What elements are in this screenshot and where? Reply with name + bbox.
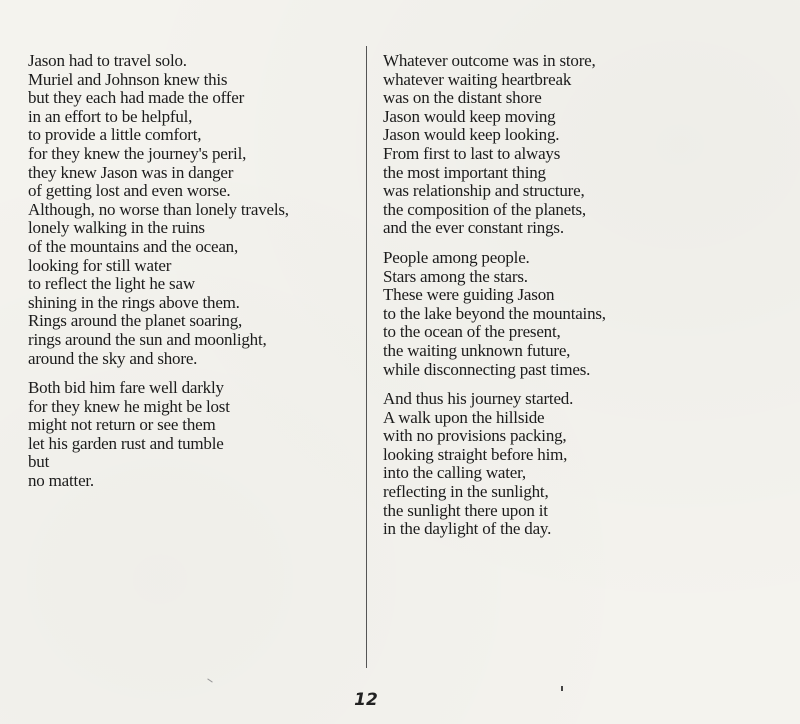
poem-line: A walk upon the hillside (383, 407, 545, 427)
poem-line: let his garden rust and tumble (28, 433, 224, 453)
poem-line: Jason would keep moving (383, 106, 556, 126)
poem-line: might not return or see them (28, 415, 216, 435)
left-poem-column (28, 52, 348, 502)
poem-line: with no provisions packing, (383, 426, 567, 446)
paper-speck (561, 686, 563, 691)
poem-line: was on the distant shore (383, 88, 542, 108)
poem-line: but (28, 452, 50, 472)
poem-line: to the lake beyond the mountains, (383, 303, 606, 323)
stanza (28, 52, 348, 368)
poem-line: Stars among the stars. (383, 266, 528, 286)
poem-line: the most important thing (383, 162, 546, 182)
poem-line: the waiting unknown future, (383, 340, 571, 360)
poem-line: shining in the rings above them. (28, 292, 240, 312)
paper-speck (207, 678, 212, 682)
poem-line: Muriel and Johnson knew this (28, 69, 228, 89)
poem-line: Rings around the planet soaring, (28, 311, 243, 331)
poem-line: And thus his journey started. (383, 389, 574, 409)
poem-line: reflecting in the sunlight, (383, 482, 549, 502)
poem-line: Whatever outcome was in store, (383, 51, 596, 70)
poem-line: Jason had to travel solo. (28, 51, 187, 70)
poem-line: around the sky and shore. (28, 348, 198, 368)
poem-line: was relationship and structure, (383, 181, 585, 201)
stanza (383, 52, 783, 238)
poem-line: of getting lost and even worse. (28, 181, 231, 201)
poem-line: These were guiding Jason (383, 285, 555, 305)
page-number: 12 (354, 690, 378, 710)
poem-line: the composition of the planets, (383, 199, 586, 219)
column-divider (366, 46, 367, 668)
poem-line: whatever waiting heartbreak (383, 69, 572, 89)
stanza (28, 379, 348, 491)
poem-line: Jason would keep looking. (383, 125, 560, 145)
poem-line: Both bid him fare well darkly (28, 378, 224, 398)
poem-line: looking for still water (28, 255, 172, 275)
stanza (383, 249, 783, 379)
poem-line: they knew Jason was in danger (28, 162, 234, 182)
poem-line: but they each had made the offer (28, 88, 245, 108)
poem-line: to the ocean of the present, (383, 322, 561, 342)
poem-line: looking straight before him, (383, 444, 568, 464)
right-poem-column (383, 52, 783, 550)
poem-line: Although, no worse than lonely travels, (28, 199, 289, 219)
poem-line: to provide a little comfort, (28, 125, 202, 145)
poem-line: lonely walking in the ruins (28, 218, 205, 238)
stanza (383, 390, 783, 539)
poem-line: in an effort to be helpful, (28, 106, 193, 126)
poem-line: the sunlight there upon it (383, 500, 548, 520)
poem-line: no matter. (28, 471, 94, 491)
poem-line: and the ever constant rings. (383, 218, 564, 238)
poem-line: People among people. (383, 247, 530, 267)
poem-line: of the mountains and the ocean, (28, 236, 239, 256)
poem-line: while disconnecting past times. (383, 359, 591, 379)
poem-line: to reflect the light he saw (28, 274, 195, 294)
poem-line: into the calling water, (383, 463, 526, 483)
poem-line: for they knew he might be lost (28, 396, 230, 416)
poem-line: for they knew the journey's peril, (28, 143, 247, 163)
poem-line: From first to last to always (383, 143, 561, 163)
poem-line: in the daylight of the day. (383, 519, 552, 539)
poem-line: rings around the sun and moonlight, (28, 329, 267, 349)
